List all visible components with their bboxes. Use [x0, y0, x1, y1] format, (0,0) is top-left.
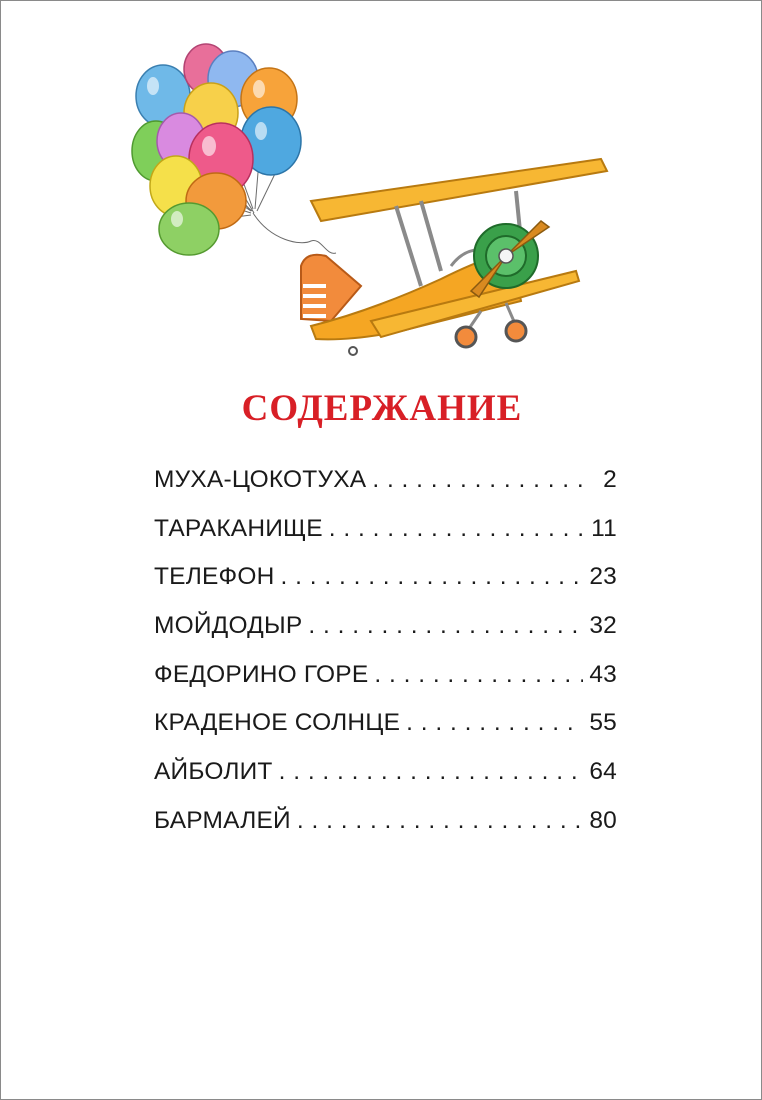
toc-entry-page: 32: [589, 612, 617, 640]
toc-entry[interactable]: [154, 661, 617, 710]
airplane: [301, 159, 607, 355]
toc-entry[interactable]: [154, 709, 617, 758]
toc-entry-page: 64: [589, 758, 617, 786]
toc-entry-title: БАРМАЛЕЙ: [154, 806, 291, 834]
dot-leader: [406, 709, 583, 737]
dot-leader: [329, 515, 583, 543]
dot-leader: [374, 661, 583, 689]
dot-leader: [297, 807, 583, 835]
balloons-airplane-illustration: [121, 41, 621, 361]
toc-entry-page: 2: [603, 466, 617, 493]
balloon-bunch: [132, 44, 301, 255]
toc-entry-title: ТАРАКАНИЩЕ: [154, 514, 323, 542]
toc-entry[interactable]: [154, 612, 617, 661]
toc-entry-page: 23: [589, 563, 617, 591]
toc-entry-page: 80: [589, 806, 617, 834]
dot-leader: [281, 563, 583, 591]
dot-leader: [372, 466, 583, 494]
toc-title: СОДЕРЖАНИЕ: [241, 388, 523, 429]
toc-entry-page: 55: [589, 709, 617, 737]
toc-entry[interactable]: [154, 515, 617, 564]
toc-entry-page: 11: [591, 514, 617, 542]
toc-entry-title: ТЕЛЕФОН: [154, 563, 275, 591]
toc-entry[interactable]: [154, 807, 617, 856]
toc-entry-title: МОЙДОДЫР: [154, 612, 303, 640]
dot-leader: [279, 758, 583, 786]
toc-entry[interactable]: [154, 563, 617, 612]
table-of-contents: [154, 466, 617, 856]
toc-entry[interactable]: [154, 758, 617, 807]
toc-entry-title: АЙБОЛИТ: [154, 758, 273, 786]
dot-leader: [308, 612, 583, 640]
toc-entry[interactable]: [154, 466, 617, 515]
toc-entry-title: ФЕДОРИНО ГОРЕ: [154, 660, 369, 688]
toc-entry-page: 43: [589, 660, 617, 688]
toc-entry-title: МУХА-ЦОКОТУХА: [154, 466, 367, 493]
toc-entry-title: КРАДЕНОЕ СОЛНЦЕ: [154, 709, 401, 737]
